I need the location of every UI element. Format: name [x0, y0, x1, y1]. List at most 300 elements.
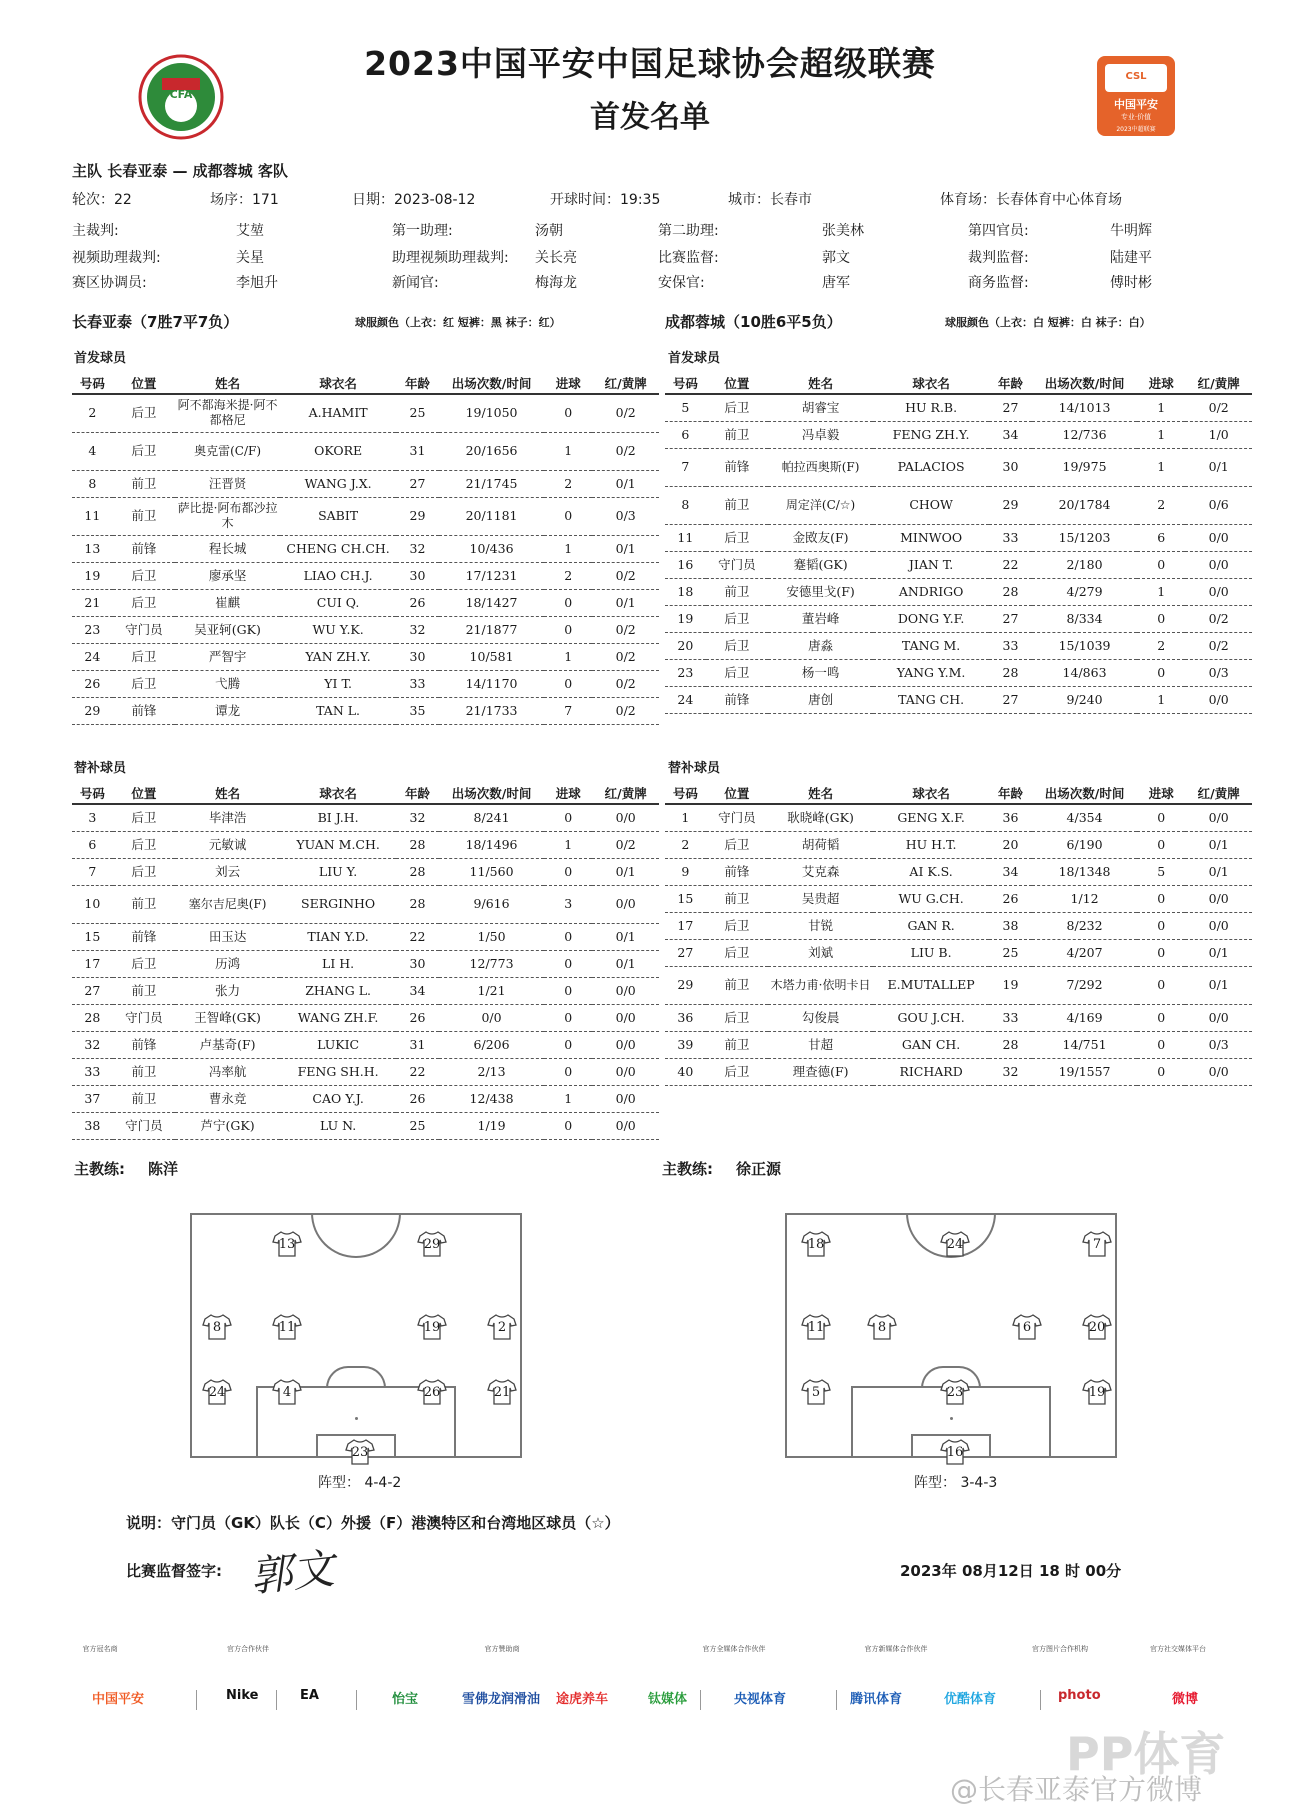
- table-cell: 26: [396, 1085, 439, 1112]
- table-cell: 刘云: [175, 858, 280, 885]
- table-cell: 0/0: [592, 1112, 659, 1139]
- table-cell: 9: [665, 858, 706, 885]
- table-cell: FENG ZH.Y.: [873, 421, 989, 448]
- column-header: 姓名: [175, 372, 280, 394]
- table-cell: 0/0: [592, 885, 659, 923]
- sponsor-divider: [836, 1690, 837, 1710]
- table-cell: 7/292: [1032, 966, 1137, 1004]
- table-row: [72, 497, 659, 535]
- csl-logo-tagline: 专业·价值: [1120, 113, 1152, 121]
- table-cell: 0/0: [592, 1031, 659, 1058]
- table-cell: 0: [1137, 939, 1185, 966]
- player-shirt-icon: [801, 1379, 831, 1405]
- shirt-number: 7: [1092, 1237, 1102, 1252]
- table-cell: 守门员: [113, 1004, 175, 1031]
- table-cell: 廖承坚: [175, 562, 280, 589]
- table-row: [665, 1058, 1252, 1085]
- table-row: [665, 939, 1252, 966]
- table-cell: 0/0: [1185, 524, 1252, 551]
- table-row: [665, 421, 1252, 448]
- player-shirt-icon: [417, 1314, 447, 1340]
- table-cell: 勾俊晨: [768, 1004, 873, 1031]
- table-cell: 帕拉西奥斯(F): [768, 448, 873, 486]
- table-cell: 6/190: [1032, 831, 1137, 858]
- table-cell: 7: [544, 697, 592, 724]
- column-header: 球衣名: [873, 782, 989, 804]
- column-header: 出场次数/时间: [1032, 782, 1137, 804]
- table-cell: WU G.CH.: [873, 885, 989, 912]
- table-cell: 冯卓毅: [768, 421, 873, 448]
- table-cell: 29: [396, 497, 439, 535]
- table-cell: 2: [1137, 486, 1185, 524]
- table-cell: 奥克雷(C/F): [175, 432, 280, 470]
- table-cell: 13: [72, 535, 113, 562]
- table-cell: 0/2: [592, 670, 659, 697]
- table-cell: 1: [1137, 421, 1185, 448]
- away-coach: 徐正源: [736, 1160, 782, 1178]
- table-cell: 1: [1137, 578, 1185, 605]
- official-name: 关星: [236, 250, 264, 266]
- sponsor-caption: 官方合作伙伴: [227, 1645, 269, 1653]
- table-cell: 0: [1137, 804, 1185, 831]
- table-cell: 前卫: [706, 421, 768, 448]
- sponsor-caption: 官方图片合作机构: [1032, 1645, 1088, 1653]
- table-row: [72, 697, 659, 724]
- table-cell: GAN R.: [873, 912, 989, 939]
- shirt-number: 5: [811, 1385, 821, 1400]
- shirt-number: 13: [278, 1237, 296, 1252]
- table-cell: 毕津浩: [175, 804, 280, 831]
- table-cell: 0: [544, 670, 592, 697]
- table-cell: 0: [1137, 912, 1185, 939]
- table-cell: 0/2: [592, 643, 659, 670]
- table-cell: 后卫: [113, 394, 175, 432]
- table-cell: 程长城: [175, 535, 280, 562]
- table-cell: GAN CH.: [873, 1031, 989, 1058]
- sponsor-logo: Nike: [226, 1688, 259, 1703]
- table-cell: 0/3: [1185, 659, 1252, 686]
- table-cell: 后卫: [706, 524, 768, 551]
- table-cell: 6: [1137, 524, 1185, 551]
- table-row: [665, 885, 1252, 912]
- table-cell: 田玉达: [175, 923, 280, 950]
- official-name: 陆建平: [1110, 250, 1152, 266]
- table-row: [665, 966, 1252, 1004]
- column-header: 号码: [72, 372, 113, 394]
- table-cell: 4: [72, 432, 113, 470]
- table-cell: 0/0: [1185, 1004, 1252, 1031]
- table-cell: 26: [396, 1004, 439, 1031]
- table-cell: 后卫: [706, 912, 768, 939]
- table-cell: TANG M.: [873, 632, 989, 659]
- table-cell: 2: [544, 470, 592, 497]
- table-cell: 守门员: [113, 616, 175, 643]
- table-row: [665, 686, 1252, 713]
- table-cell: 后卫: [706, 605, 768, 632]
- table-cell: 20: [989, 831, 1032, 858]
- sponsor-logo: EA: [300, 1688, 319, 1703]
- table-cell: 0/3: [592, 497, 659, 535]
- table-row: [72, 562, 659, 589]
- table-cell: 4/169: [1032, 1004, 1137, 1031]
- table-cell: 18/1348: [1032, 858, 1137, 885]
- shirt-number: 23: [946, 1385, 964, 1400]
- official-name: 李旭升: [236, 275, 278, 291]
- table-cell: 0/1: [592, 950, 659, 977]
- table-cell: 28: [396, 858, 439, 885]
- table-cell: 1/12: [1032, 885, 1137, 912]
- shirt-number: 8: [877, 1320, 887, 1335]
- table-cell: 22: [396, 1058, 439, 1085]
- table-cell: 38: [72, 1112, 113, 1139]
- player-shirt-icon: [417, 1231, 447, 1257]
- table-cell: 后卫: [706, 659, 768, 686]
- column-header: 号码: [665, 782, 706, 804]
- table-row: [72, 394, 659, 432]
- table-row: [665, 551, 1252, 578]
- shirt-number: 20: [1088, 1320, 1106, 1335]
- table-cell: ZHANG L.: [280, 977, 396, 1004]
- table-cell: 0: [1137, 1031, 1185, 1058]
- column-header: 姓名: [175, 782, 280, 804]
- table-cell: 0/0: [1185, 804, 1252, 831]
- table-cell: 0/1: [592, 589, 659, 616]
- table-cell: 36: [989, 804, 1032, 831]
- table-cell: 16: [665, 551, 706, 578]
- table-cell: 后卫: [113, 831, 175, 858]
- table-cell: 0/1: [592, 535, 659, 562]
- table-cell: 20/1656: [439, 432, 544, 470]
- table-cell: 29: [72, 697, 113, 724]
- table-cell: 28: [989, 659, 1032, 686]
- player-shirt-icon: [940, 1439, 970, 1465]
- table-cell: 28: [396, 885, 439, 923]
- table-cell: 25: [989, 939, 1032, 966]
- table-cell: 0/0: [1185, 912, 1252, 939]
- table-cell: 28: [72, 1004, 113, 1031]
- sponsor-divider: [700, 1690, 701, 1710]
- table-cell: 前锋: [113, 1031, 175, 1058]
- column-header: 位置: [706, 372, 768, 394]
- column-header: 球衣名: [280, 372, 396, 394]
- table-cell: 30: [396, 643, 439, 670]
- table-cell: 0/0: [1185, 1058, 1252, 1085]
- table-cell: SABIT: [280, 497, 396, 535]
- table-cell: 33: [72, 1058, 113, 1085]
- table-cell: 0: [544, 1112, 592, 1139]
- table-cell: 0/0: [1185, 686, 1252, 713]
- table-cell: 0/1: [592, 923, 659, 950]
- table-cell: 守门员: [113, 1112, 175, 1139]
- table-cell: DONG Y.F.: [873, 605, 989, 632]
- table-cell: GOU J.CH.: [873, 1004, 989, 1031]
- table-cell: 8: [665, 486, 706, 524]
- table-cell: 14/751: [1032, 1031, 1137, 1058]
- table-cell: 守门员: [706, 551, 768, 578]
- table-cell: WANG ZH.F.: [280, 1004, 396, 1031]
- player-shirt-icon: [487, 1379, 517, 1405]
- official-label: 第四官员:: [968, 223, 1029, 239]
- table-cell: 董岩峰: [768, 605, 873, 632]
- table-cell: 甘锐: [768, 912, 873, 939]
- table-cell: 1: [544, 535, 592, 562]
- table-cell: FENG SH.H.: [280, 1058, 396, 1085]
- table-cell: 0/0: [592, 804, 659, 831]
- table-cell: 17: [72, 950, 113, 977]
- table-cell: 前锋: [113, 697, 175, 724]
- shirt-number: 18: [807, 1237, 825, 1252]
- table-cell: 19: [665, 605, 706, 632]
- table-cell: 0/1: [1185, 448, 1252, 486]
- shirt-number: 11: [278, 1320, 296, 1335]
- table-cell: 15/1039: [1032, 632, 1137, 659]
- table-cell: 22: [989, 551, 1032, 578]
- table-cell: 0/1: [1185, 939, 1252, 966]
- table-cell: 3: [544, 885, 592, 923]
- table-cell: 32: [396, 535, 439, 562]
- column-header: 年龄: [989, 372, 1032, 394]
- table-cell: 32: [72, 1031, 113, 1058]
- table-cell: 9/616: [439, 885, 544, 923]
- table-cell: 11: [665, 524, 706, 551]
- table-cell: 前卫: [706, 966, 768, 1004]
- table-cell: 27: [989, 686, 1032, 713]
- table-cell: 12/438: [439, 1085, 544, 1112]
- table-cell: 理查德(F): [768, 1058, 873, 1085]
- table-cell: 23: [665, 659, 706, 686]
- table-cell: 27: [72, 977, 113, 1004]
- table-cell: 吴贵超: [768, 885, 873, 912]
- table-cell: 1/50: [439, 923, 544, 950]
- table-cell: 27: [665, 939, 706, 966]
- table-cell: 19: [989, 966, 1032, 1004]
- table-cell: 33: [989, 524, 1032, 551]
- table-cell: 25: [396, 1112, 439, 1139]
- table-cell: 10/581: [439, 643, 544, 670]
- table-cell: 卢基奇(F): [175, 1031, 280, 1058]
- table-cell: YANG Y.M.: [873, 659, 989, 686]
- table-cell: 元敏诚: [175, 831, 280, 858]
- csl-logo-name: 中国平安: [1114, 98, 1158, 111]
- table-cell: 谭龙: [175, 697, 280, 724]
- player-shirt-icon: [202, 1379, 232, 1405]
- table-cell: 0/0: [1185, 551, 1252, 578]
- table-cell: 1: [665, 804, 706, 831]
- table-cell: 刘斌: [768, 939, 873, 966]
- column-header: 姓名: [768, 782, 873, 804]
- table-cell: 0: [544, 589, 592, 616]
- table-row: [72, 858, 659, 885]
- player-shirt-icon: [1082, 1379, 1112, 1405]
- column-header: 号码: [665, 372, 706, 394]
- table-cell: 18/1427: [439, 589, 544, 616]
- table-cell: 6: [665, 421, 706, 448]
- table-cell: 19/1557: [1032, 1058, 1137, 1085]
- table-cell: HU R.B.: [873, 394, 989, 421]
- column-header: 进球: [1137, 372, 1185, 394]
- sponsor-logo: 途虎养车: [556, 1692, 609, 1707]
- table-cell: 0/0: [592, 1058, 659, 1085]
- column-header: 年龄: [396, 372, 439, 394]
- shirt-number: 16: [946, 1445, 964, 1460]
- table-cell: 前锋: [706, 448, 768, 486]
- table-cell: 蹇韬(GK): [768, 551, 873, 578]
- match-date: 日期：2023-08-12: [352, 192, 476, 208]
- table-cell: 后卫: [113, 562, 175, 589]
- home-kit-colors: 球服颜色（上衣：红 短裤：黑 袜子：红）: [355, 316, 561, 329]
- table-cell: 0: [1137, 1004, 1185, 1031]
- table-row: [72, 950, 659, 977]
- table-cell: LUKIC: [280, 1031, 396, 1058]
- table-row: [665, 804, 1252, 831]
- table-cell: 0: [544, 1031, 592, 1058]
- table-cell: 后卫: [113, 432, 175, 470]
- sponsor-logo: 优酷体育: [944, 1692, 997, 1707]
- table-cell: 0/0: [1185, 885, 1252, 912]
- table-cell: 安德里戈(F): [768, 578, 873, 605]
- sponsor-caption: 官方冠名商: [82, 1645, 118, 1653]
- table-cell: 前锋: [706, 686, 768, 713]
- player-shirt-icon: [487, 1314, 517, 1340]
- away-starters-label: 首发球员: [668, 351, 721, 366]
- shirt-number: 8: [212, 1320, 222, 1335]
- official-label: 第一助理:: [392, 223, 453, 239]
- shirt-number: 6: [1022, 1320, 1032, 1335]
- page-title: 2023中国平安中国足球协会超级联赛: [364, 44, 936, 83]
- table-cell: 21/1877: [439, 616, 544, 643]
- city: 城市：长春市: [728, 192, 812, 208]
- table-cell: 前卫: [113, 1058, 175, 1085]
- legend-note: 说明：守门员（GK）队长（C）外援（F）港澳特区和台湾地区球员（☆）: [126, 1514, 620, 1532]
- table-cell: 0: [544, 1004, 592, 1031]
- csl-logo-brand: CSL: [1125, 71, 1147, 82]
- official-name: 艾堃: [236, 223, 264, 239]
- column-header: 出场次数/时间: [439, 782, 544, 804]
- table-cell: 张力: [175, 977, 280, 1004]
- table-cell: 后卫: [706, 394, 768, 421]
- table-cell: 前卫: [113, 977, 175, 1004]
- column-header: 姓名: [768, 372, 873, 394]
- table-cell: 2/13: [439, 1058, 544, 1085]
- shirt-number: 19: [1088, 1385, 1106, 1400]
- match-order: 场序：171: [210, 192, 279, 208]
- table-cell: MINWOO: [873, 524, 989, 551]
- table-cell: 0/0: [592, 1004, 659, 1031]
- column-header: 号码: [72, 782, 113, 804]
- table-cell: 历鸿: [175, 950, 280, 977]
- table-cell: 18/1496: [439, 831, 544, 858]
- home-subs-table: [72, 782, 659, 1140]
- table-row: [72, 831, 659, 858]
- table-cell: 4/207: [1032, 939, 1137, 966]
- table-cell: 30: [989, 448, 1032, 486]
- home-coach: 陈洋: [148, 1160, 179, 1178]
- table-cell: 22: [396, 923, 439, 950]
- table-cell: CHOW: [873, 486, 989, 524]
- table-cell: 前卫: [113, 470, 175, 497]
- table-cell: 32: [989, 1058, 1032, 1085]
- table-cell: 艾克森: [768, 858, 873, 885]
- page-subtitle: 首发名单: [590, 100, 710, 135]
- table-cell: 1: [1137, 394, 1185, 421]
- table-cell: 0: [544, 858, 592, 885]
- shirt-number: 21: [493, 1385, 511, 1400]
- shirt-number: 24: [208, 1385, 226, 1400]
- table-cell: 0/1: [592, 470, 659, 497]
- table-cell: 19/1050: [439, 394, 544, 432]
- sponsor-divider: [276, 1690, 277, 1710]
- signature-label: 比赛监督签字:: [126, 1562, 222, 1580]
- table-row: [72, 804, 659, 831]
- official-label: 助理视频助理裁判:: [392, 250, 509, 266]
- table-cell: 前卫: [706, 885, 768, 912]
- table-cell: 21/1745: [439, 470, 544, 497]
- table-row: [72, 1085, 659, 1112]
- table-cell: 吴亚轲(GK): [175, 616, 280, 643]
- table-row: [72, 1058, 659, 1085]
- column-header: 红/黄牌: [592, 782, 659, 804]
- table-cell: WANG J.X.: [280, 470, 396, 497]
- official-name: 郭文: [822, 250, 850, 266]
- table-cell: RICHARD: [873, 1058, 989, 1085]
- table-cell: LIU Y.: [280, 858, 396, 885]
- table-cell: 后卫: [113, 804, 175, 831]
- player-shirt-icon: [272, 1231, 302, 1257]
- table-cell: LI H.: [280, 950, 396, 977]
- table-cell: 0/2: [592, 697, 659, 724]
- table-cell: 37: [72, 1085, 113, 1112]
- table-cell: 31: [396, 1031, 439, 1058]
- table-cell: 0: [1137, 885, 1185, 912]
- sponsor-logo: 微博: [1172, 1692, 1199, 1707]
- table-cell: 30: [396, 562, 439, 589]
- table-cell: 20: [665, 632, 706, 659]
- home-subs-label: 替补球员: [74, 761, 127, 776]
- table-cell: CUI Q.: [280, 589, 396, 616]
- table-cell: 5: [665, 394, 706, 421]
- table-cell: 17: [665, 912, 706, 939]
- table-cell: 0/1: [592, 858, 659, 885]
- table-cell: SERGINHO: [280, 885, 396, 923]
- table-cell: 29: [665, 966, 706, 1004]
- official-label: 视频助理裁判:: [72, 250, 161, 266]
- table-cell: 15/1203: [1032, 524, 1137, 551]
- table-row: [665, 659, 1252, 686]
- table-cell: 1: [1137, 448, 1185, 486]
- table-cell: 14/863: [1032, 659, 1137, 686]
- table-cell: 0/2: [1185, 394, 1252, 421]
- table-cell: 30: [396, 950, 439, 977]
- table-cell: 25: [396, 394, 439, 432]
- table-cell: 7: [72, 858, 113, 885]
- table-cell: TANG CH.: [873, 686, 989, 713]
- away-starters-table: [665, 372, 1252, 714]
- column-header: 进球: [544, 782, 592, 804]
- table-cell: 0: [544, 977, 592, 1004]
- table-row: [665, 448, 1252, 486]
- table-row: [665, 1004, 1252, 1031]
- table-cell: 崔麒: [175, 589, 280, 616]
- away-subs-table: [665, 782, 1252, 1086]
- official-label: 裁判监督:: [968, 250, 1029, 266]
- table-cell: 0/0: [592, 1085, 659, 1112]
- table-row: [665, 578, 1252, 605]
- table-row: [72, 977, 659, 1004]
- table-row: [72, 643, 659, 670]
- column-header: 出场次数/时间: [1032, 372, 1137, 394]
- table-cell: 39: [665, 1031, 706, 1058]
- table-cell: WU Y.K.: [280, 616, 396, 643]
